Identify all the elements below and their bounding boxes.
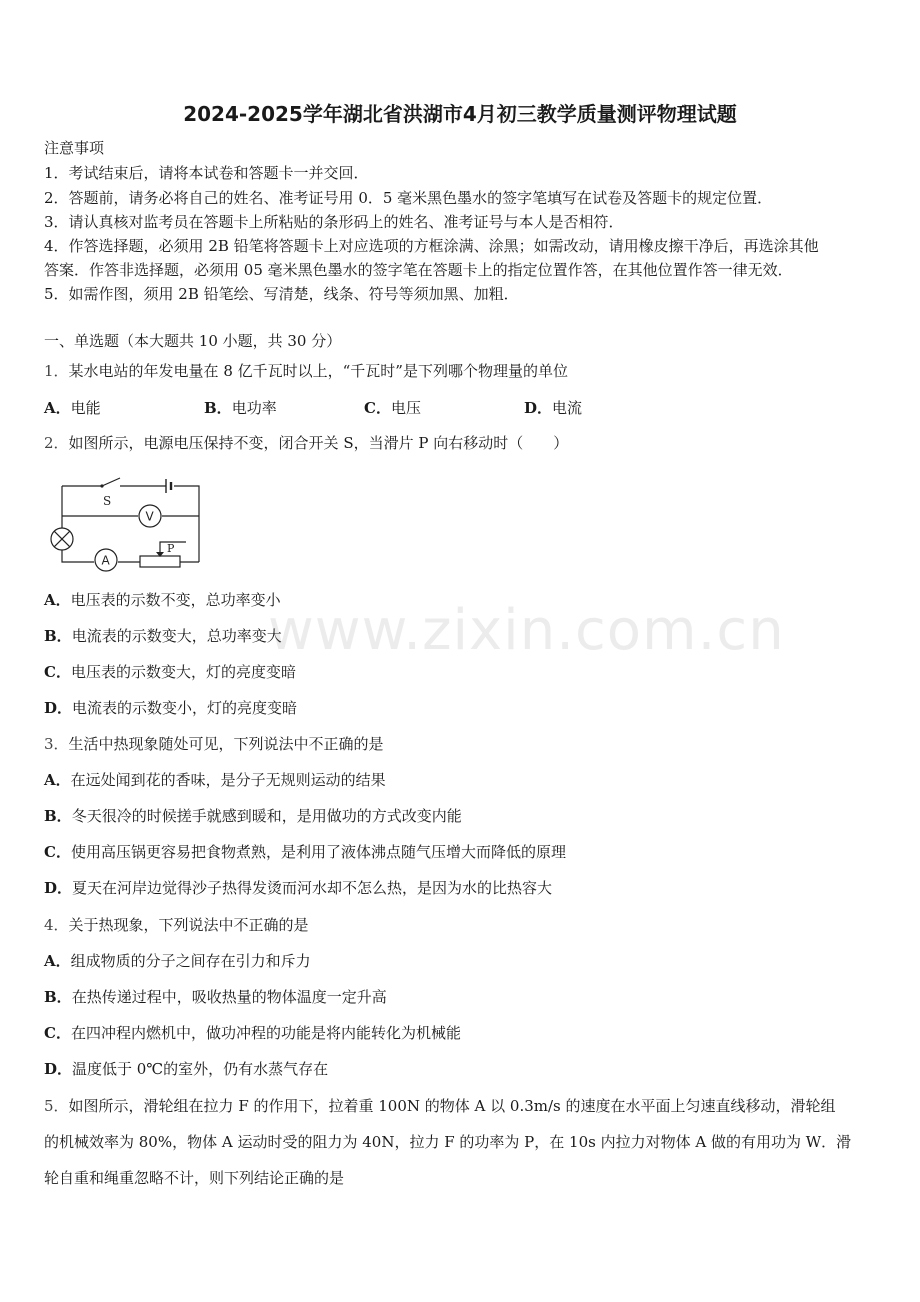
lamp-icon: [51, 528, 73, 550]
option-a[interactable]: A．组成物质的分子之间存在引力和斥力: [44, 952, 311, 970]
notes-item: 1．考试结束后，请将本试卷和答题卡一并交回．: [44, 164, 369, 182]
voltmeter-label: V: [145, 509, 154, 524]
option-a[interactable]: A．在远处闻到花的香味，是分子无规则运动的结果: [44, 771, 386, 789]
exam-title: 2024-2025学年湖北省洪湖市4月初三教学质量测评物理试题: [183, 102, 737, 126]
option-c[interactable]: C．电压: [364, 399, 421, 417]
option-d[interactable]: D．电流: [524, 399, 583, 417]
option-d[interactable]: D．电流表的示数变小，灯的亮度变暗: [44, 699, 298, 717]
notes-item: 5．如需作图，须用 2B 铅笔绘、写清楚，线条、符号等须加黑、加粗．: [44, 285, 519, 303]
option-b[interactable]: B．电功率: [204, 399, 277, 417]
question-number: 3．: [44, 735, 69, 753]
circuit-diagram: [44, 474, 208, 576]
notes-item: 3．请认真核对监考员在答题卡上所粘贴的条形码上的姓名、准考证号与本人是否相符．: [44, 213, 624, 231]
svg-text:S: S: [103, 494, 112, 508]
option-c[interactable]: C．电压表的示数变大，灯的亮度变暗: [44, 663, 296, 681]
switch-label: [103, 494, 111, 508]
question-number: 1．: [44, 362, 69, 380]
option-b[interactable]: B．冬天很冷的时候搓手就感到暖和，是用做功的方式改变内能: [44, 807, 462, 825]
question-text-continued: 的机械效率为 80%，物体 A 运动时受的阻力为 40N，拉力 F 的功率为 P，在 10s 内拉力对物体 A 做的有用功为 W．滑: [44, 1133, 852, 1151]
question-3: [44, 734, 384, 754]
option-c[interactable]: C．在四冲程内燃机中，做功冲程的功能是将内能转化为机械能: [44, 1024, 461, 1042]
option-c[interactable]: C．使用高压锅更容易把食物煮熟，是利用了液体沸点随气压增大而降低的原理: [44, 843, 566, 861]
question-text: 生活中热现象随处可见，下列说法中不正确的是: [68, 735, 384, 753]
option-a[interactable]: A．电压表的示数不变，总功率变小: [44, 591, 281, 609]
section-heading: 一、单选题（本大题共 10 小题，共 30 分）: [44, 332, 342, 350]
option-a[interactable]: A．电能: [44, 399, 101, 417]
question-number: 5．: [44, 1097, 69, 1115]
notes-item: 4．作答选择题，必须用 2B 铅笔将答题卡上对应选项的方框涂满、涂黑；如需改动，请用橡皮擦干净后，再选涂其他: [44, 237, 819, 255]
question-2: [44, 433, 568, 453]
question-text: 如图所示，滑轮组在拉力 F 的作用下，拉着重 100N 的物体 A 以 0.3m/s 的速度在水平面上匀速直线移动，滑轮组: [68, 1097, 836, 1115]
question-text: 某水电站的年发电量在 8 亿千瓦时以上，“千瓦时”是下列哪个物理量的单位: [68, 362, 568, 380]
question-text: 关于热现象，下列说法中不正确的是: [68, 916, 309, 934]
question-number: 2．: [44, 434, 69, 452]
switch-pivot: [100, 484, 103, 487]
notes-item: 2．答题前，请务必将自己的姓名、准考证号用 0．5 毫米黑色墨水的签字笔填写在试卷及答题卡的规定位置．: [44, 189, 773, 207]
option-d[interactable]: D．夏天在河岸边觉得沙子热得发烫而河水却不怎么热，是因为水的比热容大: [44, 879, 553, 897]
watermark: www.zixin.com.cn: [268, 598, 785, 663]
ammeter-label: A: [101, 553, 110, 568]
question-text-continued: 轮自重和绳重忽略不计，则下列结论正确的是: [44, 1169, 345, 1187]
notes-item: 答案．作答非选择题，必须用 05 毫米黑色墨水的签字笔在答题卡上的指定位置作答，在其他位置作答一律无效．: [44, 261, 793, 279]
slider-label: P: [167, 542, 175, 555]
question-number: 4．: [44, 916, 69, 934]
question-5: [44, 1096, 836, 1116]
option-b[interactable]: B．电流表的示数变大，总功率变大: [44, 627, 282, 645]
notes-heading: 注意事项: [44, 139, 105, 157]
option-b[interactable]: B．在热传递过程中，吸收热量的物体温度一定升高: [44, 988, 387, 1006]
question-1: [44, 361, 568, 381]
question-4: [44, 915, 309, 935]
question-text: 如图所示，电源电压保持不变，闭合开关 S，当滑片 P 向右移动时（ ）: [68, 434, 569, 452]
option-d[interactable]: D．温度低于 0℃的室外，仍有水蒸气存在: [44, 1060, 329, 1078]
